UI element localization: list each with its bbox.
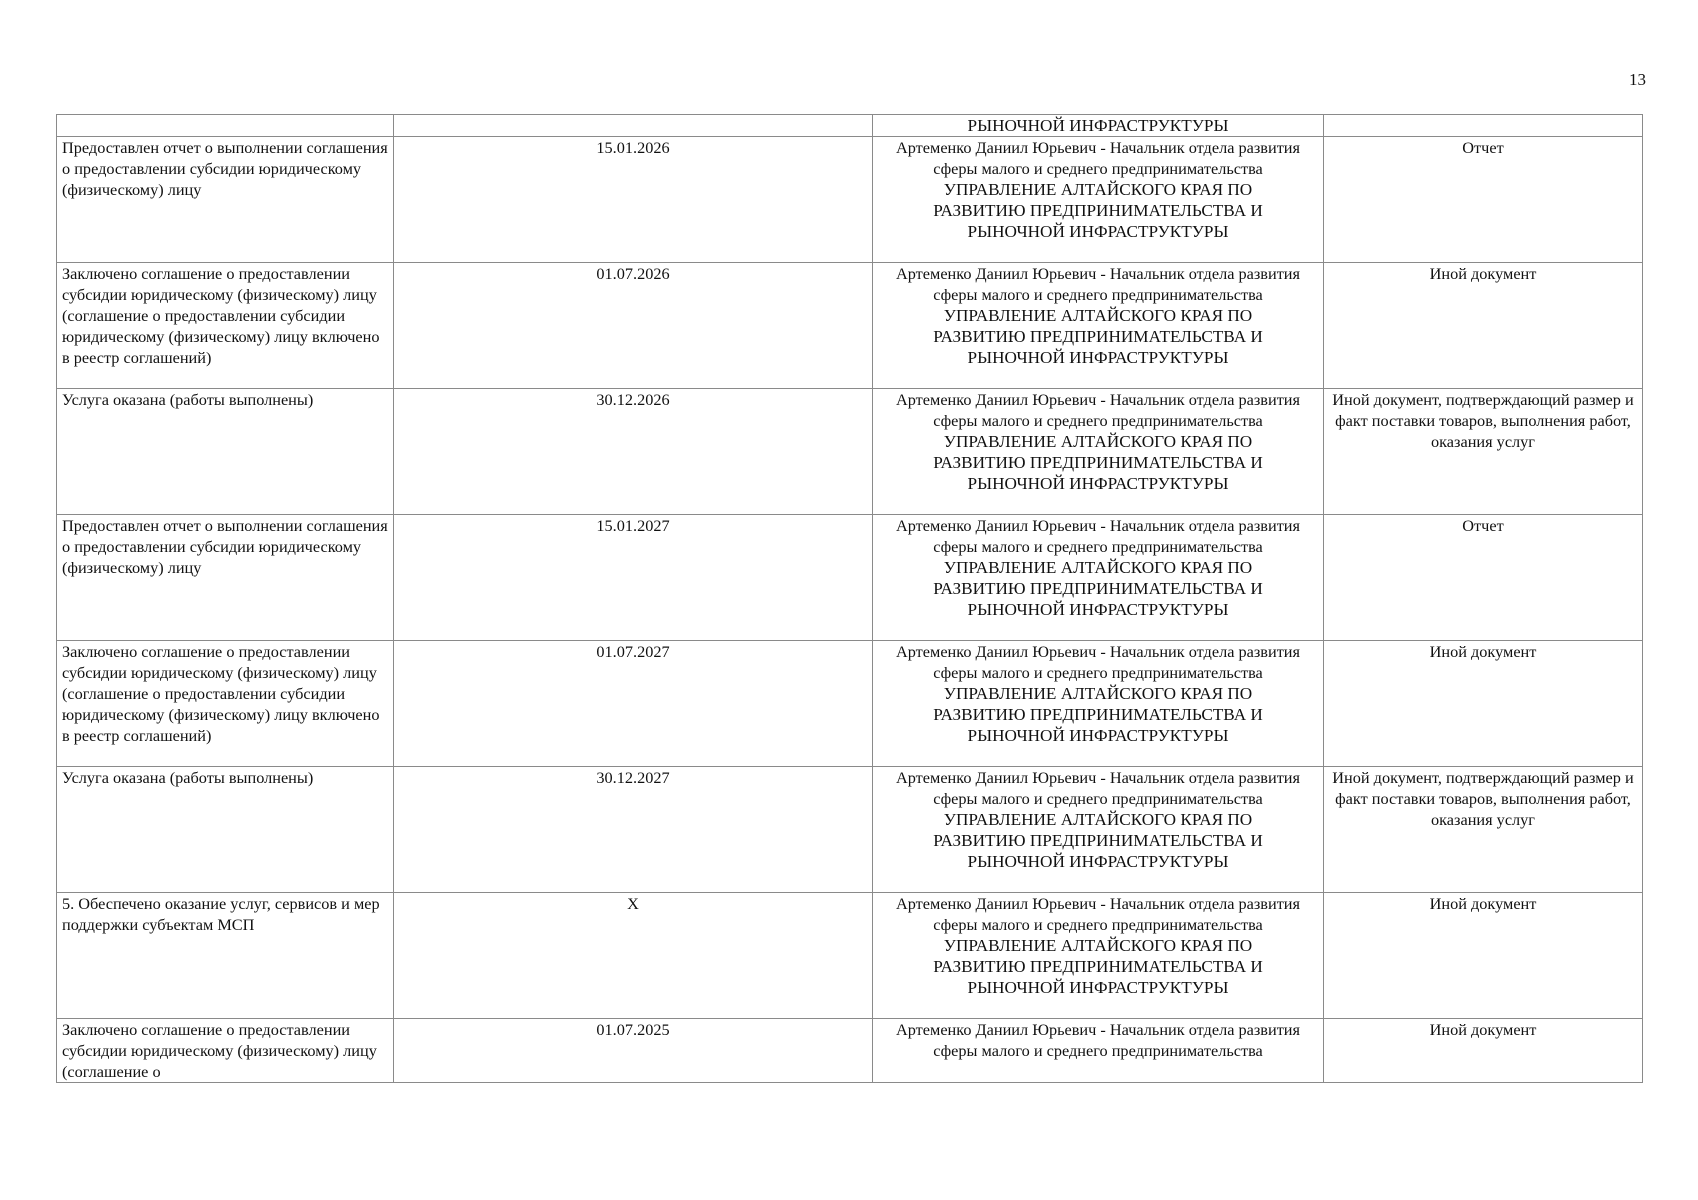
responsible-cell — [873, 1019, 1324, 1083]
event-cell: Заключено соглашение о предоставлении субсидии юридическому (физическому) лицу (соглашение о — [57, 1019, 394, 1083]
org-line: УПРАВЛЕНИЕ АЛТАЙСКОГО КРАЯ ПО — [943, 936, 1253, 955]
event-cell: Заключено соглашение о предоставлении субсидии юридическому (физическому) лицу (соглашение о предоставлении субсидии юридическому (физическому) лицу включено в реестр соглашений) — [57, 263, 394, 389]
org-line: РАЗВИТИЮ ПРЕДПРИНИМАТЕЛЬСТВА И — [933, 705, 1263, 724]
org-line: РЫНОЧНОЙ ИНФРАСТРУКТУРЫ — [967, 116, 1229, 135]
org-line: РЫНОЧНОЙ ИНФРАСТРУКТУРЫ — [967, 474, 1229, 493]
org-line: УПРАВЛЕНИЕ АЛТАЙСКОГО КРАЯ ПО — [943, 810, 1253, 829]
responsible-person: Артеменко Даниил Юрьевич - Начальник отдела развития сферы малого и среднего предпринимательства — [895, 138, 1301, 178]
org-line: РЫНОЧНОЙ ИНФРАСТРУКТУРЫ — [967, 600, 1229, 619]
date-cell: 01.07.2027 — [394, 641, 873, 767]
event-cell: 5. Обеспечено оказание услуг, сервисов и мер поддержки субъектам МСП — [57, 893, 394, 1019]
responsible-person: Артеменко Даниил Юрьевич - Начальник отдела развития сферы малого и среднего предпринимательства — [895, 1020, 1301, 1060]
responsible-cell — [873, 893, 1324, 1019]
org-line: РАЗВИТИЮ ПРЕДПРИНИМАТЕЛЬСТВА И — [933, 453, 1263, 472]
event-cell — [57, 115, 394, 137]
table-row — [57, 767, 1643, 893]
document-cell: Иной документ — [1324, 263, 1643, 389]
date-cell — [394, 115, 873, 137]
table-row — [57, 893, 1643, 1019]
table-row — [57, 515, 1643, 641]
org-line: РАЗВИТИЮ ПРЕДПРИНИМАТЕЛЬСТВА И — [933, 579, 1263, 598]
date-cell: 15.01.2026 — [394, 137, 873, 263]
document-cell: Иной документ — [1324, 893, 1643, 1019]
page-number: 13 — [1629, 70, 1646, 89]
responsible-person: Артеменко Даниил Юрьевич - Начальник отдела развития сферы малого и среднего предпринимательства — [895, 516, 1301, 556]
document-cell: Отчет — [1324, 137, 1643, 263]
responsible-cell — [873, 767, 1324, 893]
document-cell: Иной документ — [1324, 641, 1643, 767]
document-cell: Иной документ — [1324, 1019, 1643, 1083]
org-line: УПРАВЛЕНИЕ АЛТАЙСКОГО КРАЯ ПО — [943, 684, 1253, 703]
org-line: РАЗВИТИЮ ПРЕДПРИНИМАТЕЛЬСТВА И — [933, 957, 1263, 976]
org-line: РЫНОЧНОЙ ИНФРАСТРУКТУРЫ — [967, 852, 1229, 871]
date-cell: X — [394, 893, 873, 1019]
responsible-cell — [873, 515, 1324, 641]
responsible-cell — [873, 137, 1324, 263]
responsible-cell — [873, 641, 1324, 767]
org-line: УПРАВЛЕНИЕ АЛТАЙСКОГО КРАЯ ПО — [943, 306, 1253, 325]
org-line: УПРАВЛЕНИЕ АЛТАЙСКОГО КРАЯ ПО — [943, 432, 1253, 451]
event-cell: Заключено соглашение о предоставлении субсидии юридическому (физическому) лицу (соглашение о предоставлении субсидии юридическому (физическому) лицу включено в реестр соглашений) — [57, 641, 394, 767]
responsible-cell — [873, 263, 1324, 389]
org-line: РЫНОЧНОЙ ИНФРАСТРУКТУРЫ — [967, 348, 1229, 367]
org-line: РЫНОЧНОЙ ИНФРАСТРУКТУРЫ — [967, 222, 1229, 241]
document-cell — [1324, 115, 1643, 137]
event-cell: Предоставлен отчет о выполнении соглашения о предоставлении субсидии юридическому (физическому) лицу — [57, 137, 394, 263]
org-line: УПРАВЛЕНИЕ АЛТАЙСКОГО КРАЯ ПО — [943, 180, 1253, 199]
table-row — [57, 389, 1643, 515]
responsible-person: Артеменко Даниил Юрьевич - Начальник отдела развития сферы малого и среднего предпринимательства — [895, 642, 1301, 682]
org-line: РАЗВИТИЮ ПРЕДПРИНИМАТЕЛЬСТВА И — [933, 327, 1263, 346]
responsible-person: Артеменко Даниил Юрьевич - Начальник отдела развития сферы малого и среднего предпринимательства — [895, 894, 1301, 934]
date-cell: 01.07.2026 — [394, 263, 873, 389]
responsible-person: Артеменко Даниил Юрьевич - Начальник отдела развития сферы малого и среднего предпринимательства — [895, 264, 1301, 304]
document-cell: Иной документ, подтверждающий размер и факт поставки товаров, выполнения работ, оказания услуг — [1324, 767, 1643, 893]
event-cell: Услуга оказана (работы выполнены) — [57, 767, 394, 893]
date-cell: 15.01.2027 — [394, 515, 873, 641]
date-cell: 30.12.2027 — [394, 767, 873, 893]
responsible-cell — [873, 115, 1324, 137]
table-row — [57, 137, 1643, 263]
org-line: УПРАВЛЕНИЕ АЛТАЙСКОГО КРАЯ ПО — [943, 558, 1253, 577]
table-body — [57, 115, 1643, 1083]
document-cell: Иной документ, подтверждающий размер и факт поставки товаров, выполнения работ, оказания услуг — [1324, 389, 1643, 515]
table-row-continuation — [57, 115, 1643, 137]
org-line: РЫНОЧНОЙ ИНФРАСТРУКТУРЫ — [967, 978, 1229, 997]
org-line: РАЗВИТИЮ ПРЕДПРИНИМАТЕЛЬСТВА И — [933, 201, 1263, 220]
table-row-truncated — [57, 1019, 1643, 1083]
event-cell: Предоставлен отчет о выполнении соглашения о предоставлении субсидии юридическому (физическому) лицу — [57, 515, 394, 641]
date-cell: 30.12.2026 — [394, 389, 873, 515]
document-cell: Отчет — [1324, 515, 1643, 641]
org-line: РАЗВИТИЮ ПРЕДПРИНИМАТЕЛЬСТВА И — [933, 831, 1263, 850]
responsible-person: Артеменко Даниил Юрьевич - Начальник отдела развития сферы малого и среднего предпринимательства — [895, 390, 1301, 430]
table-row — [57, 641, 1643, 767]
date-cell: 01.07.2025 — [394, 1019, 873, 1083]
event-cell: Услуга оказана (работы выполнены) — [57, 389, 394, 515]
table-row — [57, 263, 1643, 389]
responsible-person: Артеменко Даниил Юрьевич - Начальник отдела развития сферы малого и среднего предпринимательства — [895, 768, 1301, 808]
control-points-table — [56, 114, 1643, 1083]
responsible-cell — [873, 389, 1324, 515]
org-line: РЫНОЧНОЙ ИНФРАСТРУКТУРЫ — [967, 726, 1229, 745]
